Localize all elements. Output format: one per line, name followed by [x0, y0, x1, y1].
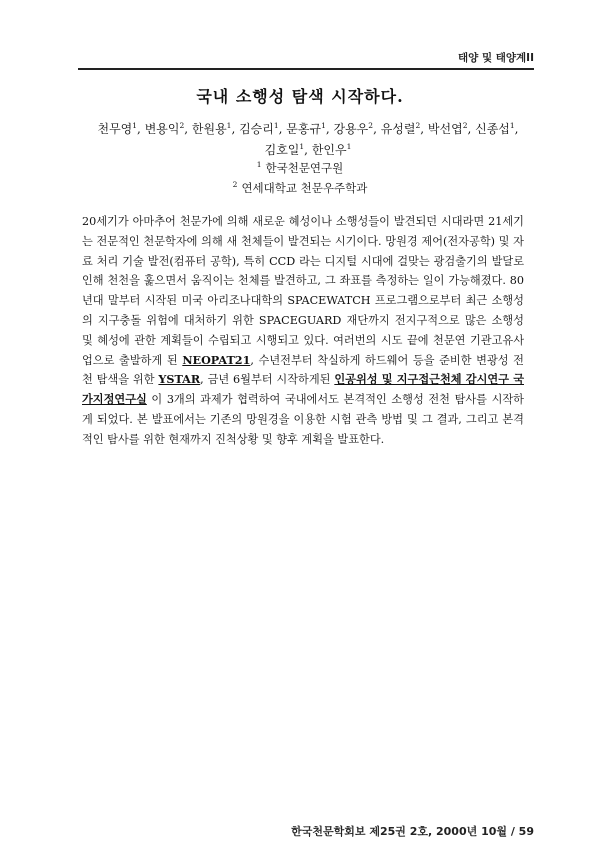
author [192, 122, 232, 136]
author-name: 박선엽 [427, 122, 463, 136]
author-affiliation: 1 [346, 142, 352, 151]
affiliation-2 [0, 180, 600, 196]
author-affiliation: 2 [415, 121, 421, 130]
project-ystar: YSTAR [158, 372, 201, 387]
abstract-text: , 금년 6월부터 시작하게된 [200, 373, 335, 387]
author-affiliation: 1 [509, 121, 515, 130]
author-separator: , [373, 122, 381, 136]
author-name: 천무영 [97, 122, 133, 136]
journal-footer: 한국천문학회보 제25권 2호, 2000년 10월 / 59 [291, 825, 534, 838]
affiliation-1 [0, 160, 600, 176]
project-neopat21: NEOPAT21 [182, 352, 251, 367]
header-rule [78, 68, 534, 70]
author [239, 122, 279, 136]
author [381, 122, 421, 136]
author-name: 유성렬 [380, 122, 416, 136]
author-affiliation: 1 [132, 121, 138, 130]
author-separator: , [137, 122, 145, 136]
author-name: 김승리 [239, 122, 274, 136]
author [334, 122, 374, 136]
author [97, 122, 137, 136]
author-separator: , [325, 122, 334, 136]
author-separator: , [420, 122, 428, 136]
author-separator: , [231, 122, 240, 136]
affiliation-name: 연세대학교 천문우주학과 [241, 181, 368, 195]
author-name: 변용익 [144, 122, 180, 136]
abstract-text: 이 3개의 과제가 협력하여 국내에서도 본격적인 소행성 전천 탐사를 시작하게 되었다. 본 발표에서는 기존의 망원경을 이용한 시험 관측 방법 및 그 결과, 그리고 본격적인 탐사를 위한 현재까지 진척상황 및 향후 계획을 발표한다. [82, 393, 524, 446]
author [145, 122, 185, 136]
author-affiliation: 1 [299, 142, 305, 151]
author-separator: , [278, 122, 287, 136]
author-affiliation: 2 [368, 121, 374, 130]
author-affiliation: 2 [462, 121, 468, 130]
author-separator: , [304, 143, 312, 157]
author-list [90, 119, 526, 161]
author-affiliation: 1 [321, 121, 326, 130]
author-name: 한인우 [311, 143, 347, 157]
author-affiliation: 1 [226, 121, 232, 130]
author [286, 122, 326, 136]
abstract-paragraph [82, 212, 524, 450]
paper-title: 국내 소행성 탐색 시작하다. [196, 87, 404, 106]
abstract-text: , 수년전부터 착실하게 하드웨어 등을 준비한 변광성 전천 탐색을 위한 [82, 353, 524, 387]
author-separator: , [184, 122, 192, 136]
section-tag: 태양 및 태양계II [458, 52, 534, 64]
project-national-lab: 인공위성 및 지구접근천체 감시연구 국가지정연구실 [82, 372, 524, 407]
author [475, 122, 515, 136]
author [428, 122, 468, 136]
abstract-text: 20세기가 아마추어 천문가에 의해 새로운 혜성이나 소행성들이 발견되던 시대라면 21세기는 전문적인 천문학자에 의해 새 천체들이 발견되는 시기이다. 망원경 제어(전자공학) 및 자료 처리 기술 발전(컴퓨터 공학), 특히 CCD 라는 디지털 시대에 걸맞는 광검출기의 발달로 인해 천천을 훑으면서 움직이는 천체를 발견하고, 그 좌표를 측정하는 일이 가능해졌다. 80년대 말부터 시작된 미국 아리조나대학의 SPACEWATCH 프로그램으로부터 최근 소행성의 지구충돌 위험에 대처하기 위한 SPACEGUARD 재단까지 전지구적으로 많은 소행성 및 혜성에 관한 계획들이 수립되고 시행되고 있다. 여러번의 시도 끝에 천문연 기관고유사업으로 출발하게 된 [82, 215, 524, 367]
author-name: 문홍규 [286, 122, 322, 136]
author-name: 김호일 [264, 143, 300, 157]
author-name: 강용우 [333, 122, 369, 136]
author-name: 신종섭 [475, 122, 510, 136]
author [265, 143, 305, 157]
author-separator: , [514, 122, 519, 136]
author-affiliation: 2 [179, 121, 185, 130]
affiliation-number: 2 [232, 180, 238, 190]
author [312, 143, 352, 157]
affiliation-number: 1 [256, 160, 262, 170]
author-separator: , [467, 122, 476, 136]
author-name: 한원용 [191, 122, 227, 136]
affiliation-name: 한국천문연구원 [265, 161, 344, 175]
author-affiliation: 1 [273, 121, 279, 130]
